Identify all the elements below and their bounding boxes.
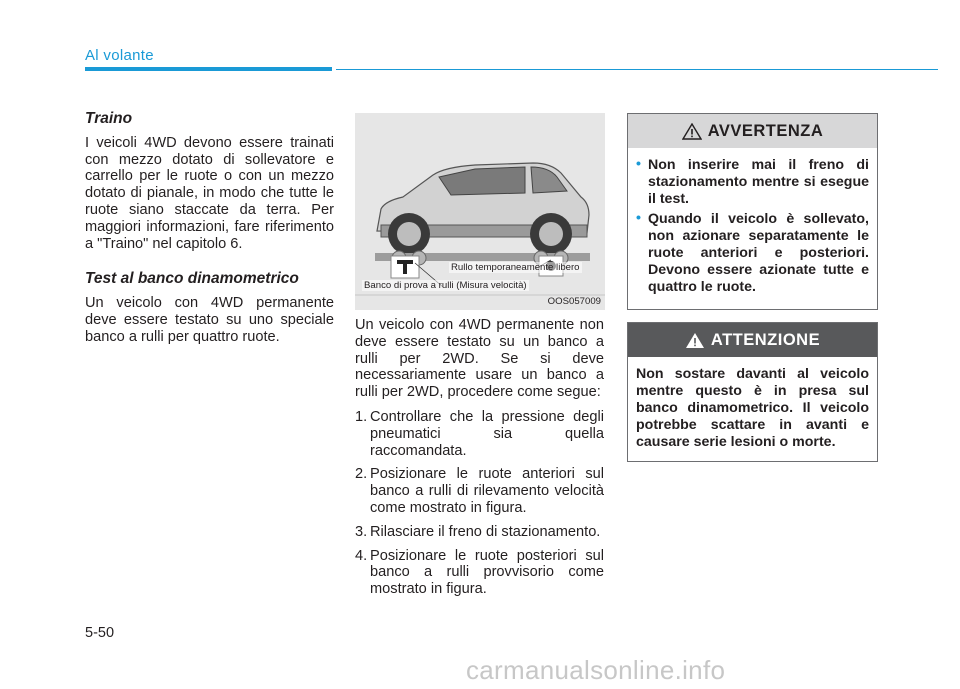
paragraph-dynamometer: Un veicolo con 4WD permanente deve essere testato su uno speciale banco a rulli per quattro ruote.: [85, 295, 334, 345]
heading-dynamometer-test: Test al banco dinamometrico: [85, 270, 299, 288]
warning-title: AVVERTENZA: [707, 121, 824, 140]
caution-body: Non sostare davanti al veicolo mentre questo è in presa sul banco dinamometrico. Il veicolo potrebbe scattare in avanti e causare serie lesioni o morte.: [636, 366, 869, 450]
warning-bullet: • Non inserire mai il freno di stazionamento mentre si esegue il test.: [636, 156, 869, 207]
header-rule-thick: [85, 67, 332, 71]
figure-code: OOS057009: [547, 296, 601, 307]
middle-column: [355, 317, 604, 605]
watermark: carmanualsonline.info: [466, 655, 726, 685]
warning-header: [628, 114, 877, 148]
left-column: [85, 111, 334, 346]
warning-triangle-icon: [682, 123, 702, 140]
heading-traino: Traino: [85, 110, 133, 127]
paragraph-procedure-intro: Un veicolo con 4WD permanente non deve essere testato su un banco a rulli per 2WD. Se si deve necessariamente usare un banco a rulli per 2WD, procedere come segue:: [355, 317, 604, 401]
warning-bullet: • Quando il veicolo è sollevato, non azionare separatamente le ruote anteriori e posteriori. Devono essere azionate tutte e quattro le ruote.: [636, 210, 869, 295]
caution-box: [627, 322, 878, 462]
label-speed-roller: Banco di prova a rulli (Misura velocità): [364, 280, 527, 291]
caution-title: ATTENZIONE: [710, 330, 821, 349]
header-rule-thin: [336, 69, 938, 70]
step-item: 2. Posizionare le ruote anteriori sul banco a rulli di rilevamento velocità come mostrato in figura.: [355, 466, 604, 516]
procedure-steps: [355, 409, 604, 598]
section-title: Al volante: [85, 47, 154, 64]
step-item: 1. Controllare che la pressione degli pneumatici sia quella raccomandata.: [355, 408, 604, 459]
step-item: 3. Rilasciare il freno di stazionamento.: [355, 523, 601, 540]
caution-triangle-icon: [685, 332, 705, 349]
dynamometer-figure: [355, 113, 605, 310]
warning-body: [628, 148, 877, 309]
warning-box: [627, 113, 878, 310]
caution-header: [628, 323, 877, 357]
bullet-dot-icon: •: [636, 156, 641, 172]
label-free-roller: Rullo temporaneamente libero: [451, 262, 580, 273]
page-number: 5-50: [85, 625, 115, 641]
bullet-dot-icon: •: [636, 210, 641, 226]
paragraph-traino: I veicoli 4WD devono essere trainati con mezzo dotato di sollevatore e carrello per le ruote o con un mezzo dotato di pianale, in modo che tutte le ruote siano staccate da terra. Per maggiori informazioni, fare riferimento a "Traino" nel capitolo 6.: [85, 134, 334, 252]
step-item: 4. Posizionare le ruote posteriori sul banco a rulli provvisorio come mostrato in figura.: [355, 547, 604, 598]
